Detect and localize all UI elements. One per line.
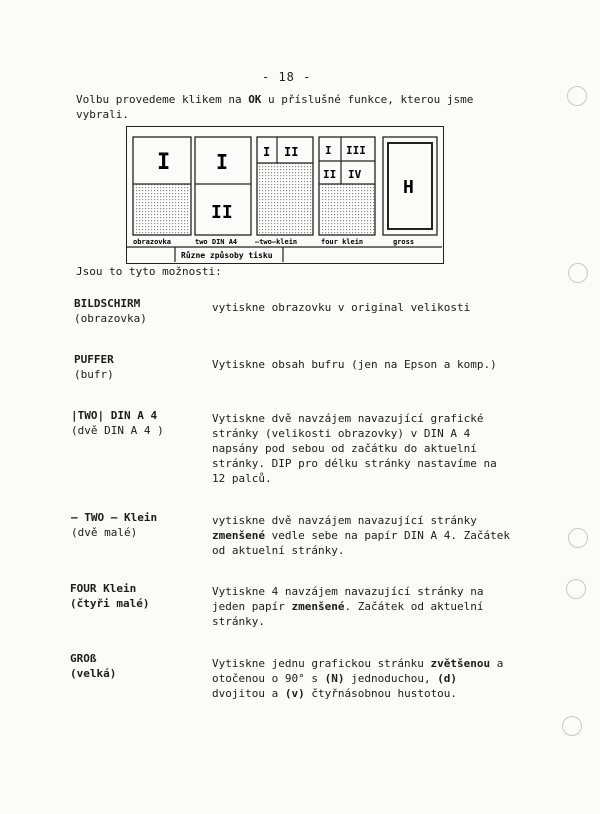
panel-four-klein-numeral-3: III <box>346 144 366 157</box>
option-gross-desc-d: dvojitou a <box>212 687 285 700</box>
option-two-klein-desc-bold: zmenšené <box>212 529 265 542</box>
panel-screen-label: obrazovka <box>133 238 171 246</box>
page-number: - 18 - <box>262 70 312 84</box>
intro-text-after: u příslušné funkce, kterou jsme vybrali. <box>76 93 474 121</box>
panel-two-din-a4-label: two DIN A4 <box>195 238 238 246</box>
binder-hole-mark <box>567 86 587 106</box>
option-two-din-a4-subtitle: (dvě DIN A 4 ) <box>71 424 164 437</box>
option-four-klein-subtitle: (čtyři malé) <box>70 597 150 610</box>
panel-two-klein-numeral-a: I <box>263 145 271 159</box>
option-two-klein-subtitle: (dvě malé) <box>71 526 138 539</box>
panel-screen-numeral: I <box>157 150 171 175</box>
panel-four-klein-numeral-1: I <box>325 144 332 157</box>
panel-four-klein-numeral-4: IV <box>348 168 362 181</box>
panel-two-klein-shading <box>258 163 312 234</box>
print-modes-figure <box>126 126 444 264</box>
option-bildschirm-subtitle: (obrazovka) <box>74 312 147 325</box>
panel-gross <box>383 137 437 246</box>
panel-screen <box>133 137 191 246</box>
option-gross-desc-a: Vytiskne jednu grafickou stránku <box>212 657 431 670</box>
panel-gross-label: gross <box>393 238 415 246</box>
option-gross-key-v: (v) <box>284 687 305 700</box>
intro-ok-keyword: OK <box>248 93 262 106</box>
option-puffer-name <box>74 352 114 382</box>
option-two-klein-description <box>212 513 512 558</box>
panel-screen-shading <box>134 184 190 234</box>
option-two-klein-title: — TWO — Klein <box>71 511 158 524</box>
option-four-klein-desc-b: . Začátek od aktuelní stránky. <box>212 600 484 628</box>
panel-two-klein <box>255 137 313 246</box>
option-puffer-subtitle: (bufr) <box>74 368 114 381</box>
option-gross-description <box>212 656 508 701</box>
option-puffer-title: PUFFER <box>74 353 114 366</box>
option-two-klein-name <box>71 510 157 540</box>
panel-two-klein-label: —two—klein <box>255 238 298 246</box>
option-gross-key-d: (d) <box>437 672 458 685</box>
option-gross-desc-e: čtyřnásobnou hustotou. <box>304 687 458 700</box>
figure-caption: Různe způsoby tisku <box>181 251 273 260</box>
option-bildschirm-title: BILDSCHIRM <box>74 297 141 310</box>
option-two-klein-desc-b: vedle sebe na papír DIN A 4. Začátek od aktuelní stránky. <box>212 529 511 557</box>
option-four-klein-desc-a: Vytiskne 4 navzájem navazující stránky na jeden papír <box>212 585 484 613</box>
option-gross-key-n: (N) <box>324 672 345 685</box>
panel-four-klein-numeral-2: II <box>323 168 337 181</box>
option-gross-desc-c: jednoduchou, <box>344 672 438 685</box>
option-gross-name <box>70 651 116 681</box>
panel-four-klein <box>319 137 375 246</box>
options-heading: Jsou to tyto možnosti: <box>76 265 222 278</box>
option-four-klein-description <box>212 584 504 629</box>
panel-two-din-a4-numeral-bottom: II <box>211 202 233 223</box>
panel-four-klein-label: four klein <box>321 238 364 246</box>
option-puffer-description: Vytiskne obsah bufru (jen na Epson a komp.) <box>212 358 497 371</box>
option-bildschirm-description: vytiskne obrazovku v original velikosti <box>212 301 471 314</box>
binder-hole-mark <box>566 579 586 599</box>
option-four-klein-title: FOUR Klein <box>70 582 137 595</box>
intro-text-before: Volbu provedeme klikem na <box>76 93 249 106</box>
panel-two-din-a4 <box>195 137 251 246</box>
option-gross-title: GROß <box>70 652 97 665</box>
panel-two-klein-numeral-b: II <box>284 145 299 159</box>
option-four-klein-name <box>70 581 149 611</box>
option-two-din-a4-title: |TWO| DIN A 4 <box>71 409 158 422</box>
option-four-klein-desc-bold: zmenšené <box>291 600 345 613</box>
binder-hole-mark <box>562 716 582 736</box>
binder-hole-mark <box>568 528 588 548</box>
panel-two-din-a4-numeral-top: I <box>216 150 229 174</box>
intro-paragraph <box>76 92 506 122</box>
print-modes-diagram <box>127 127 442 262</box>
option-bildschirm-name <box>74 296 147 326</box>
option-gross-desc-b: a otočenou o 90° s <box>212 657 504 685</box>
panel-gross-numeral: H <box>403 177 414 198</box>
option-two-klein-desc-a: vytiskne dvě navzájem navazující stránky <box>212 514 477 527</box>
binder-hole-mark <box>568 263 588 283</box>
panel-four-klein-shading <box>320 184 374 234</box>
option-two-din-a4-description: Vytiskne dvě navzájem navazující grafické stránky (velikosti obrazovky) v DIN A 4 napsány pod sebou od začátku do aktuelní stránky. DIP pro délku stránky nastavíme na 12 palců. <box>212 412 497 485</box>
option-gross-desc-bold: zvětšenou <box>430 657 491 670</box>
option-gross-subtitle: (velká) <box>70 667 117 680</box>
option-two-din-a4-name <box>71 408 164 438</box>
